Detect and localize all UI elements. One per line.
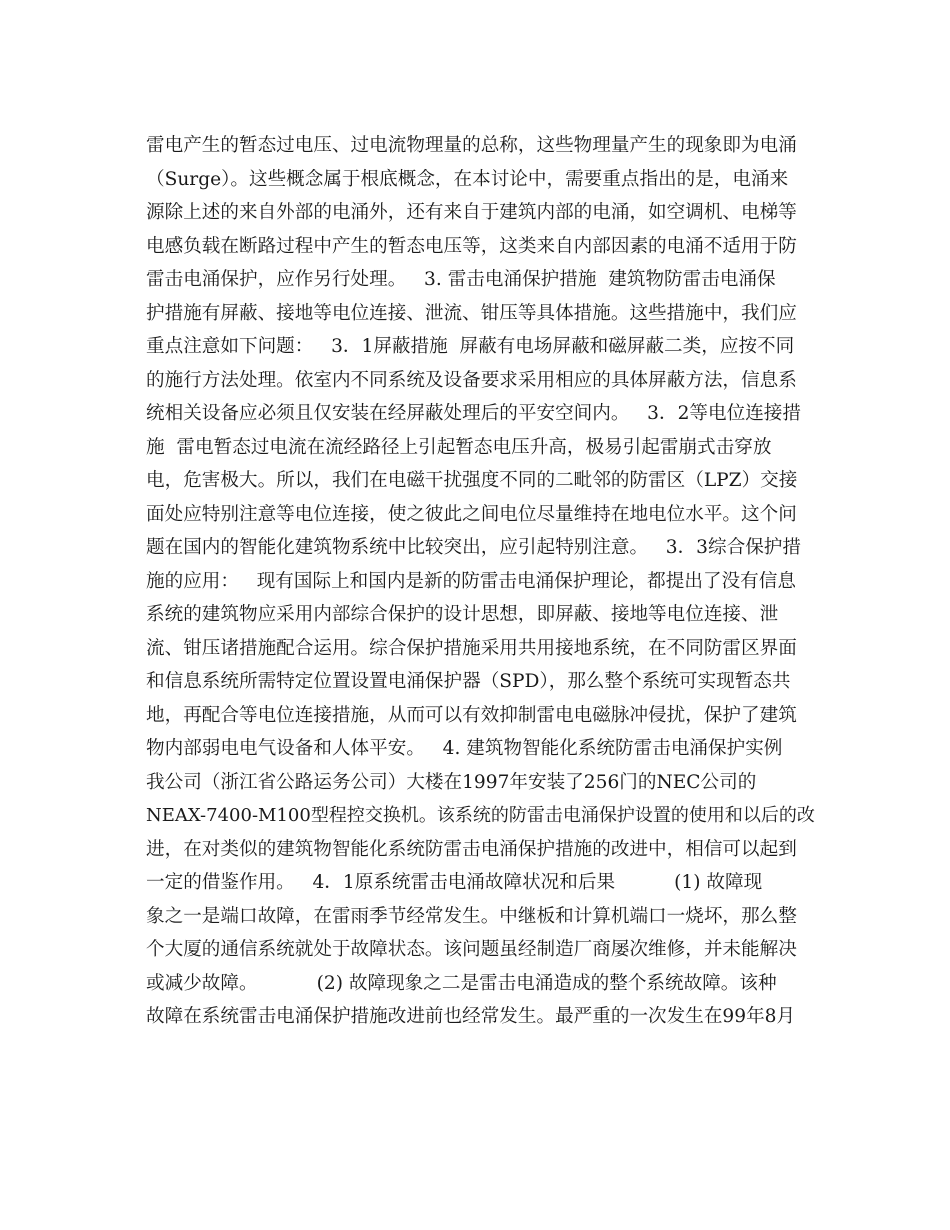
text-line: 象之一是端口故障，在雷雨季节经常发生。中继板和计算机端口一烧坏，那么整 — [146, 905, 797, 927]
text-line: （Surge）。这些概念属于根底概念，在本讨论中，需要重点指出的是，电涌来 — [146, 168, 789, 190]
text-line: 源除上述的来自外部的电涌外，还有来自于建筑内部的电涌，如空调机、电梯等 — [146, 202, 797, 223]
text-line: 施的应用： 现有国际上和国内是新的防雷击电涌保护理论，都提出了没有信息 — [146, 570, 796, 592]
text-line: 一定的借鉴作用。 4．1原系统雷击电涌故障状况和后果 (1) 故障现 — [146, 872, 763, 893]
text-line: 题在国内的智能化建筑物系统中比较突出，应引起特别注意。 3．3综合保护措 — [146, 537, 801, 558]
text-line: 地，再配合等电位连接措施，从而可以有效抑制雷电电磁脉冲侵扰，保护了建筑 — [146, 704, 797, 726]
text-line: 施 雷电暂态过电流在流经路径上引起暂态电压升高，极易引起雷崩式击穿放 — [146, 436, 772, 458]
text-line: 电，危害极大。所以，我们在电磁干扰强度不同的二毗邻的防雷区（LPZ）交接 — [146, 470, 798, 491]
text-line: 物内部弱电电气设备和人体平安。 4. 建筑物智能化系统防雷击电涌保护实例 — [146, 738, 783, 759]
text-line: 统相关设备应必须且仅安装在经屏蔽处理后的平安空间内。 3．2等电位连接措 — [146, 403, 801, 424]
text-line: 个大厦的通信系统就处于故障状态。该问题虽经制造厂商屡次维修，并未能解决 — [146, 939, 797, 960]
text-line: 雷击电涌保护，应作另行处理。 3. 雷击电涌保护措施 建筑物防雷击电涌保 — [146, 269, 776, 290]
text-line: 雷电产生的暂态过电压、过电流物理量的总称，这些物理量产生的现象即为电涌 — [146, 135, 797, 156]
text-line: 故障在系统雷击电涌保护措施改进前也经常发生。最严重的一次发生在99年8月 — [146, 1006, 796, 1027]
text-line: 面处应特别注意等电位连接，使之彼此之间电位尽量维持在地电位水平。这个问 — [146, 503, 797, 525]
text-line: 电感负载在断路过程中产生的暂态电压等，这类来自内部因素的电涌不适用于防 — [146, 235, 797, 257]
text-line: 进，在对类似的建筑物智能化系统防雷击电涌保护措施的改进中，相信可以起到 — [146, 838, 797, 860]
text-line: 我公司（浙江省公路运务公司）大楼在1997年安装了256门的NEC公司的 — [146, 771, 757, 793]
body-text — [146, 129, 816, 1034]
text-line: 流、钳压诸措施配合运用。综合保护措施采用共用接地系统，在不同防雷区界面 — [146, 637, 797, 659]
text-line: NEAX-7400-M100型程控交换机。该系统的防雷击电涌保护设置的使用和以后的改 — [146, 805, 815, 826]
text-line: 和信息系统所需特定位置设置电涌保护器（SPD），那么整个系统可实现暂态共 — [146, 671, 791, 692]
text-line: 护措施有屏蔽、接地等电位连接、泄流、钳压等具体措施。这些措施中，我们应 — [146, 302, 797, 324]
text-line: 或减少故障。 (2) 故障现象之二是雷击电涌造成的整个系统故障。该种 — [146, 972, 777, 994]
text-line: 的施行方法处理。依室内不同系统及设备要求采用相应的具体屏蔽方法，信息系 — [146, 369, 797, 391]
text-line: 系统的建筑物应采用内部综合保护的设计思想，即屏蔽、接地等电位连接、泄 — [146, 604, 779, 625]
text-line: 重点注意如下问题： 3．1屏蔽措施 屏蔽有电场屏蔽和磁屏蔽二类，应按不同 — [146, 336, 795, 357]
